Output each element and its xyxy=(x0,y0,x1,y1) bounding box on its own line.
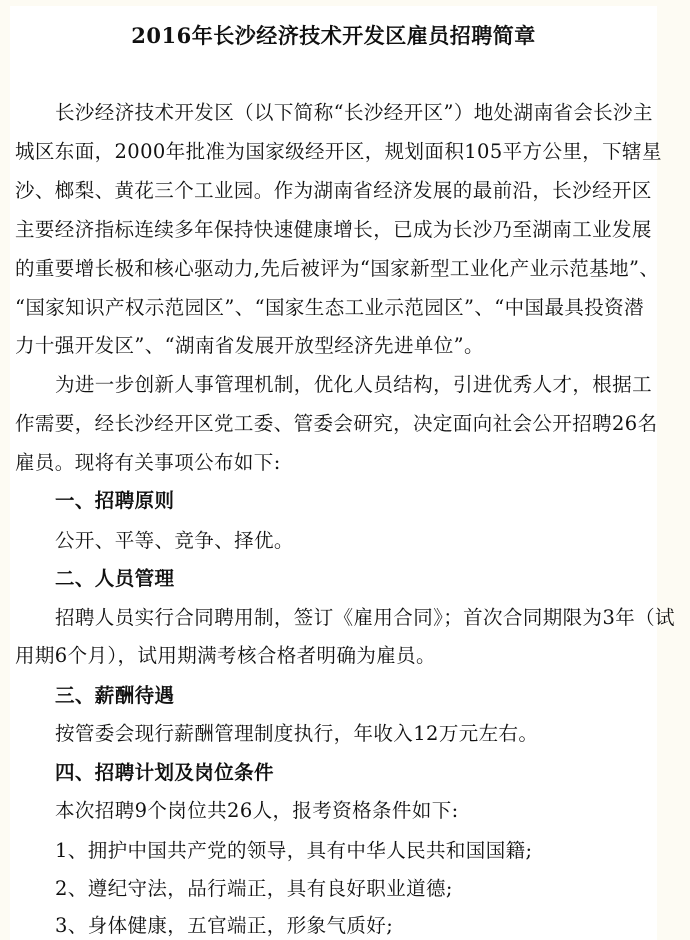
paragraph-line: 本次招聘9个岗位共26人，报考资格条件如下: xyxy=(55,799,459,822)
section-heading: 一、招聘原则 xyxy=(55,489,175,512)
paragraph-line: 沙、榔梨、黄花三个工业园。作为湖南省经济发展的最前沿，长沙经开区 xyxy=(15,179,652,202)
section-heading: 三、薪酬待遇 xyxy=(55,684,175,707)
paragraph-line: 力十强开发区”、“湖南省发展开放型经济先进单位”。 xyxy=(15,334,484,357)
paragraph-line: 公开、平等、竞争、择优。 xyxy=(55,529,294,552)
list-item: 1、拥护中国共产党的领导，具有中华人民共和国国籍; xyxy=(55,839,533,862)
list-item: 2、遵纪守法，品行端正，具有良好职业道德; xyxy=(55,877,453,900)
paragraph-line: 招聘人员实行合同聘用制，签订《雇用合同》；首次合同期限为3年（试 xyxy=(55,606,675,629)
section-heading: 二、人员管理 xyxy=(55,567,175,590)
paragraph-line: 雇员。现将有关事项公布如下: xyxy=(15,451,281,474)
paragraph-line: 按管委会现行薪酬管理制度执行，年收入12万元左右。 xyxy=(55,722,539,745)
section-heading: 四、招聘计划及岗位条件 xyxy=(55,761,274,784)
paragraph-line: 城区东面，2000年批准为国家级经开区，规划面积105平方公里，下辖星 xyxy=(15,140,662,163)
document-title: 2016年长沙经济技术开发区雇员招聘简章 xyxy=(131,23,536,48)
paragraph-line: “国家知识产权示范园区”、“国家生态工业示范园区”、“中国最具投资潜 xyxy=(15,296,644,319)
document-page xyxy=(10,6,675,940)
paragraph-line: 长沙经济技术开发区（以下简称“长沙经开区”）地处湖南省会长沙主 xyxy=(55,101,653,124)
paragraph-line: 为进一步创新人事管理机制，优化人员结构，引进优秀人才，根据工 xyxy=(55,373,653,396)
paragraph-line: 的重要增长极和核心驱动力,先后被评为“国家新型工业化产业示范基地”、 xyxy=(15,257,660,280)
paragraph-line: 主要经济指标连续多年保持快速健康增长，已成为长沙乃至湖南工业发展 xyxy=(15,218,652,241)
list-item: 3、身体健康，五官端正，形象气质好; xyxy=(55,914,394,937)
paragraph-line: 作需要，经长沙经开区党工委、管委会研究，决定面向社会公开招聘26名 xyxy=(15,412,658,435)
paragraph-line: 用期6个月），试用期满考核合格者明确为雇员。 xyxy=(15,644,436,667)
